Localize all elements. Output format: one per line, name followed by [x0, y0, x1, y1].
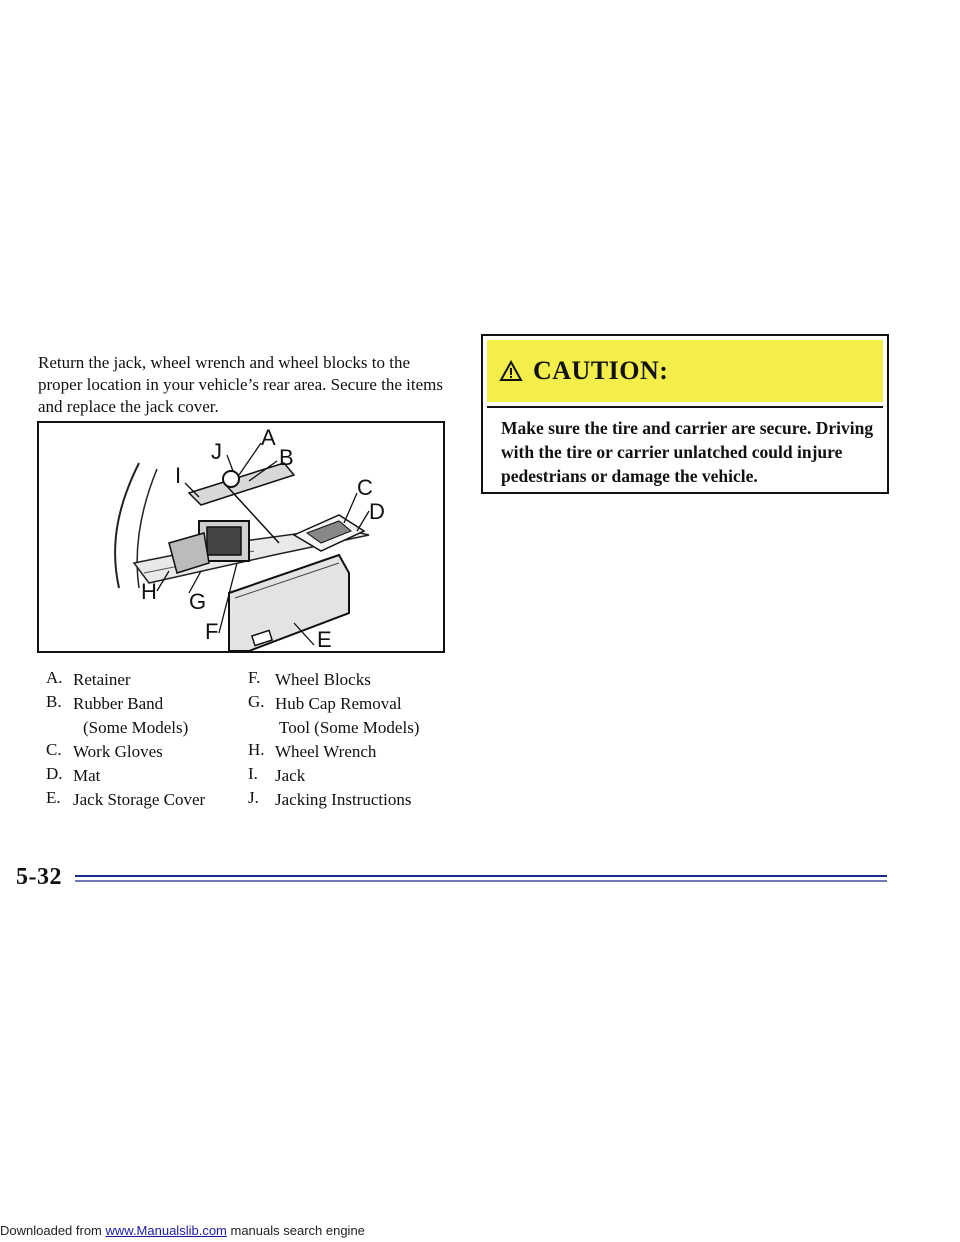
caution-header: [487, 340, 883, 402]
download-footer: Downloaded from www.Manualslib.com manuals search engine: [0, 1223, 365, 1238]
label-c: C: [357, 475, 373, 500]
label-e: E: [317, 627, 332, 651]
legend-key: F.: [248, 668, 261, 687]
legend-text: Wheel Blocks: [275, 670, 371, 689]
legend-key: E.: [46, 788, 61, 807]
caution-divider: [487, 406, 883, 408]
manualslib-link[interactable]: www.Manualslib.com: [105, 1223, 227, 1238]
caution-text: Make sure the tire and carrier are secure. Driving with the tire or carrier unlatched could injure pedestrians or damage the vehicle.: [501, 418, 874, 486]
page-number: 5-32: [16, 864, 62, 890]
legend-key: C.: [46, 740, 62, 759]
label-i: I: [175, 463, 182, 488]
legend-text: Jack Storage Cover: [73, 790, 206, 809]
legend-text: Jacking Instructions: [275, 790, 412, 809]
legend-item: [248, 668, 448, 692]
caution-box: [481, 334, 889, 494]
label-g: G: [189, 589, 207, 614]
legend-item: [248, 788, 448, 812]
illustration-drawing: [39, 423, 443, 651]
legend-item: [248, 764, 448, 788]
label-h: H: [141, 579, 157, 604]
label-d: D: [369, 499, 385, 524]
legend-item: [46, 692, 226, 740]
legend-text: Retainer: [73, 670, 131, 689]
legend-item: [248, 692, 448, 740]
caution-title: CAUTION:: [533, 356, 669, 385]
label-f: F: [205, 619, 219, 644]
legend-key: G.: [248, 692, 265, 711]
legend-key: A.: [46, 668, 63, 687]
legend-text: Hub Cap Removal Tool (Some Models): [275, 694, 420, 737]
jack-storage-illustration: [37, 421, 445, 653]
legend-item: [248, 740, 448, 764]
label-a: A: [261, 425, 276, 450]
footer-rule: [75, 873, 887, 885]
legend-right-column: [248, 668, 448, 812]
warning-triangle-icon: [499, 360, 523, 382]
legend-text: Wheel Wrench: [275, 742, 377, 761]
label-b: B: [279, 445, 294, 470]
legend-text: Mat: [73, 766, 101, 785]
legend-item: [46, 788, 226, 812]
label-j: J: [211, 439, 222, 464]
legend-key: H.: [248, 740, 265, 759]
legend-key: J.: [248, 788, 259, 807]
legend-text: Jack: [275, 766, 306, 785]
legend-left-column: [46, 668, 226, 812]
intro-paragraph: Return the jack, wheel wrench and wheel blocks to the proper location in your vehicle’s rear area. Secure the items and replace the jack cover.: [38, 353, 443, 416]
legend-item: [46, 740, 226, 764]
legend-key: D.: [46, 764, 63, 783]
legend-key: B.: [46, 692, 62, 711]
legend-text: Work Gloves: [73, 742, 163, 761]
legend-key: I.: [248, 764, 258, 783]
legend-item: [46, 764, 226, 788]
legend-text: Rubber Band (Some Models): [73, 694, 189, 737]
legend-item: [46, 668, 226, 692]
